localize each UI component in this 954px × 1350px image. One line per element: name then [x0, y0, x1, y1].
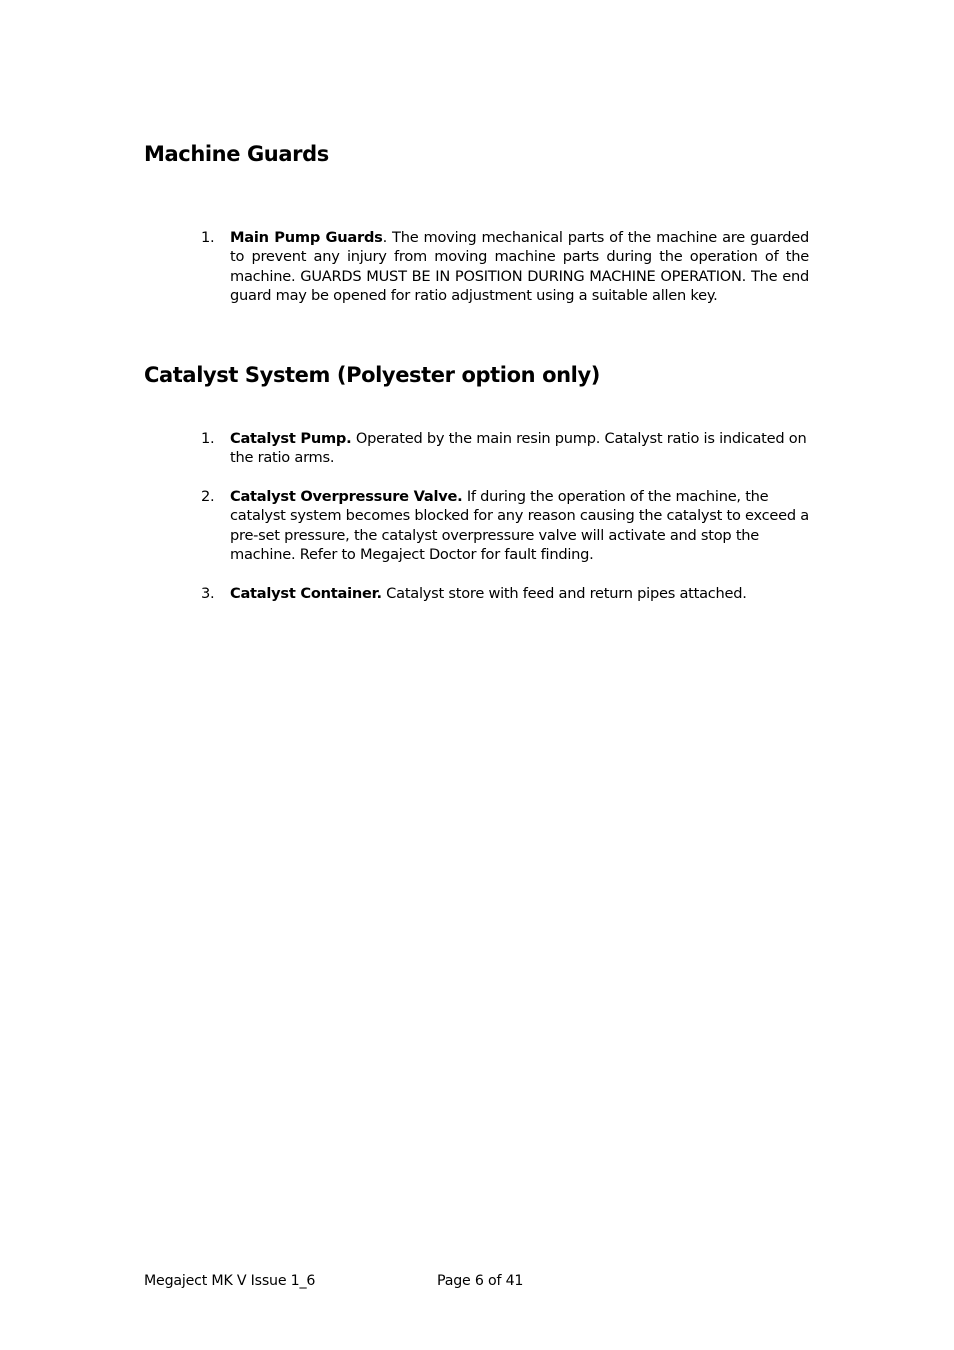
- section-heading-catalyst-system: Catalyst System (Polyester option only): [144, 363, 600, 387]
- list-item-text: Catalyst store with feed and return pipes attached.: [381, 585, 747, 602]
- list-item: [201, 429, 809, 468]
- list-item: [201, 228, 809, 306]
- list-item-text: . The moving mechanical parts of the machine are guarded to prevent any injury from moving machine parts during the operation of the machine. GUARDS MUST BE IN POSITION DURING MACHINE OPERATION. The end guard may be opened for ratio adjustment using a suitable allen key.: [230, 229, 809, 305]
- list-item-term: Catalyst Container.: [230, 585, 382, 602]
- footer-document-id: Megaject MK V Issue 1_6: [144, 1273, 316, 1289]
- list-item-number: 1.: [201, 229, 215, 246]
- list-item-body: [230, 487, 809, 565]
- list-item: [201, 487, 809, 565]
- list-item-term: Main Pump Guards: [230, 229, 383, 246]
- list-item-body: [230, 429, 809, 468]
- list-item-number: 1.: [201, 430, 215, 447]
- list-item-body: [230, 228, 809, 306]
- list-item-number: 2.: [201, 488, 215, 505]
- list-item-text: Operated by the main resin pump. Catalyst ratio is indicated on the ratio arms.: [230, 430, 807, 467]
- list-item: [201, 584, 809, 603]
- list-item-term: Catalyst Overpressure Valve.: [230, 488, 463, 505]
- footer-page-number: Page 6 of 41: [437, 1273, 524, 1289]
- list-item-term: Catalyst Pump.: [230, 430, 352, 447]
- section-heading-machine-guards: Machine Guards: [144, 142, 329, 166]
- list-item-body: [230, 584, 809, 603]
- list-item-text: If during the operation of the machine, the catalyst system becomes blocked for any reason causing the catalyst to exceed a pre-set pressure, the catalyst overpressure valve will activate and stop the machine. Refer to Megaject Doctor for fault finding.: [230, 488, 809, 564]
- list-item-number: 3.: [201, 585, 215, 602]
